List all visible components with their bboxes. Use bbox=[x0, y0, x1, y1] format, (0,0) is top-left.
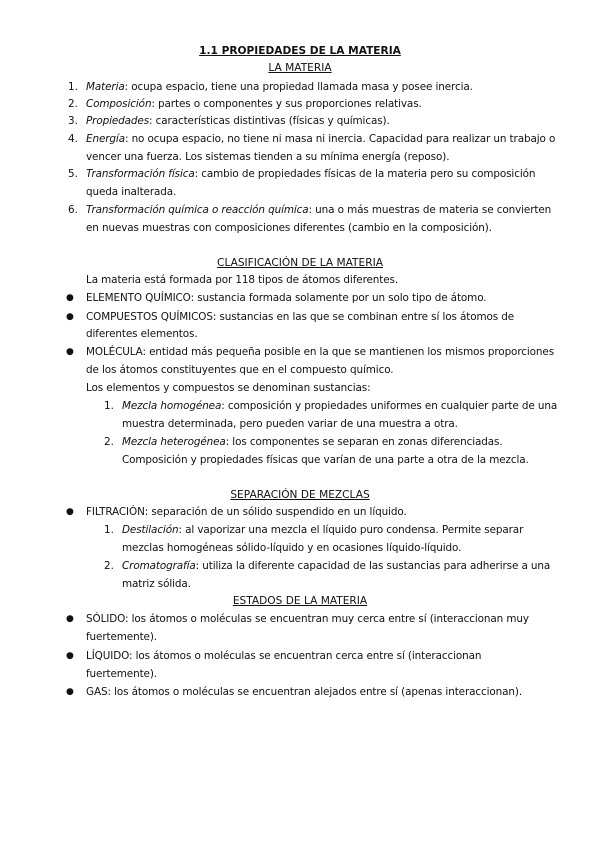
list-item: Mezcla heterogénea: los componentes se separan en zonas diferenciadas. bbox=[122, 436, 503, 448]
bullet-item: GAS: los átomos o moléculas se encuentran alejados entre sí (apenas interaccionan). bbox=[86, 686, 523, 698]
document-title: 1.1 PROPIEDADES DE LA MATERIA bbox=[199, 45, 401, 57]
bullet-item: FILTRACIÓN: separación de un sólido suspendido en un líquido. bbox=[86, 506, 407, 518]
bullet-item: SÓLIDO: los átomos o moléculas se encuentran muy cerca entre sí (interaccionan muy bbox=[86, 613, 529, 625]
list-item-continuation: muestra determinada, pero pueden variar de una muestra a otra. bbox=[122, 418, 458, 430]
section-intro: La materia está formada por 118 tipos de átomos diferentes. bbox=[86, 274, 399, 286]
list-item-continuation: vencer una fuerza. Los sistemas tienden a su mínima energía (reposo). bbox=[86, 151, 450, 163]
list-item-continuation: Composición y propiedades físicas que varían de una parte a otra de la mezcla. bbox=[122, 454, 529, 466]
list-number: 3. bbox=[68, 115, 78, 127]
list-item: Cromatografía: utiliza la diferente capacidad de las sustancias para adherirse a una bbox=[122, 560, 551, 572]
list-number: 2. bbox=[104, 436, 114, 448]
section-heading-clasificacion: CLASIFICACIÓN DE LA MATERIA bbox=[217, 257, 383, 269]
section-heading-separacion: SEPARACIÓN DE MEZCLAS bbox=[230, 489, 370, 501]
bullet-icon: ● bbox=[66, 614, 74, 624]
bullet-item: COMPUESTOS QUÍMICOS: sustancias en las que se combinan entre sí los átomos de bbox=[86, 311, 515, 323]
bullet-item-continuation: de los átomos constituyentes que en el compuesto químico. bbox=[86, 364, 394, 376]
list-number: 5. bbox=[68, 168, 78, 180]
section-heading-estados: ESTADOS DE LA MATERIA bbox=[232, 595, 368, 607]
list-item: Materia: ocupa espacio, tiene una propiedad llamada masa y posee inercia. bbox=[86, 81, 473, 93]
list-item: Destilación: al vaporizar una mezcla el líquido puro condensa. Permite separar bbox=[122, 524, 524, 536]
list-item: Transformación química o reacción química: una o más muestras de materia se convierten bbox=[86, 204, 552, 216]
bullet-icon: ● bbox=[66, 687, 74, 697]
list-item-continuation: matriz sólida. bbox=[122, 578, 191, 590]
list-item: Composición: partes o componentes y sus proporciones relativas. bbox=[86, 98, 422, 110]
bullet-icon: ● bbox=[66, 293, 74, 303]
section-heading-la-materia: LA MATERIA bbox=[268, 62, 332, 74]
list-item-continuation: en nuevas muestras con composiciones diferentes (cambio en la composición). bbox=[86, 222, 492, 234]
list-number: 1. bbox=[104, 400, 114, 412]
list-number: 6. bbox=[68, 204, 78, 216]
bullet-icon: ● bbox=[66, 651, 74, 661]
bullet-item-continuation: fuertemente). bbox=[86, 631, 157, 643]
list-item-continuation: queda inalterada. bbox=[86, 186, 177, 198]
bullet-item-continuation: diferentes elementos. bbox=[86, 328, 198, 340]
list-number: 2. bbox=[68, 98, 78, 110]
list-number: 4. bbox=[68, 133, 78, 145]
list-item: Energía: no ocupa espacio, no tiene ni masa ni inercia. Capacidad para realizar un trabajo o bbox=[86, 133, 556, 145]
list-number: 1. bbox=[104, 524, 114, 536]
bullet-icon: ● bbox=[66, 312, 74, 322]
bullet-item: LÍQUIDO: los átomos o moléculas se encuentran cerca entre sí (interaccionan bbox=[86, 650, 482, 662]
list-item: Transformación física: cambio de propiedades físicas de la materia pero su composición bbox=[86, 168, 536, 180]
bullet-item-continuation: fuertemente). bbox=[86, 668, 157, 680]
list-number: 2. bbox=[104, 560, 114, 572]
bullet-item: MOLÉCULA: entidad más pequeña posible en la que se mantienen los mismos proporciones bbox=[86, 346, 555, 358]
bullet-icon: ● bbox=[66, 347, 74, 357]
list-number: 1. bbox=[68, 81, 78, 93]
section-note: Los elementos y compuestos se denominan sustancias: bbox=[86, 382, 371, 394]
list-item-continuation: mezclas homogéneas sólido-líquido y en ocasiones líquido-líquido. bbox=[122, 542, 462, 554]
list-item: Propiedades: características distintivas (físicas y químicas). bbox=[86, 115, 390, 127]
bullet-icon: ● bbox=[66, 507, 74, 517]
bullet-item: ELEMENTO QUÍMICO: sustancia formada solamente por un solo tipo de átomo. bbox=[86, 292, 487, 304]
list-item: Mezcla homogénea: composición y propiedades uniformes en cualquier parte de una bbox=[122, 400, 558, 412]
